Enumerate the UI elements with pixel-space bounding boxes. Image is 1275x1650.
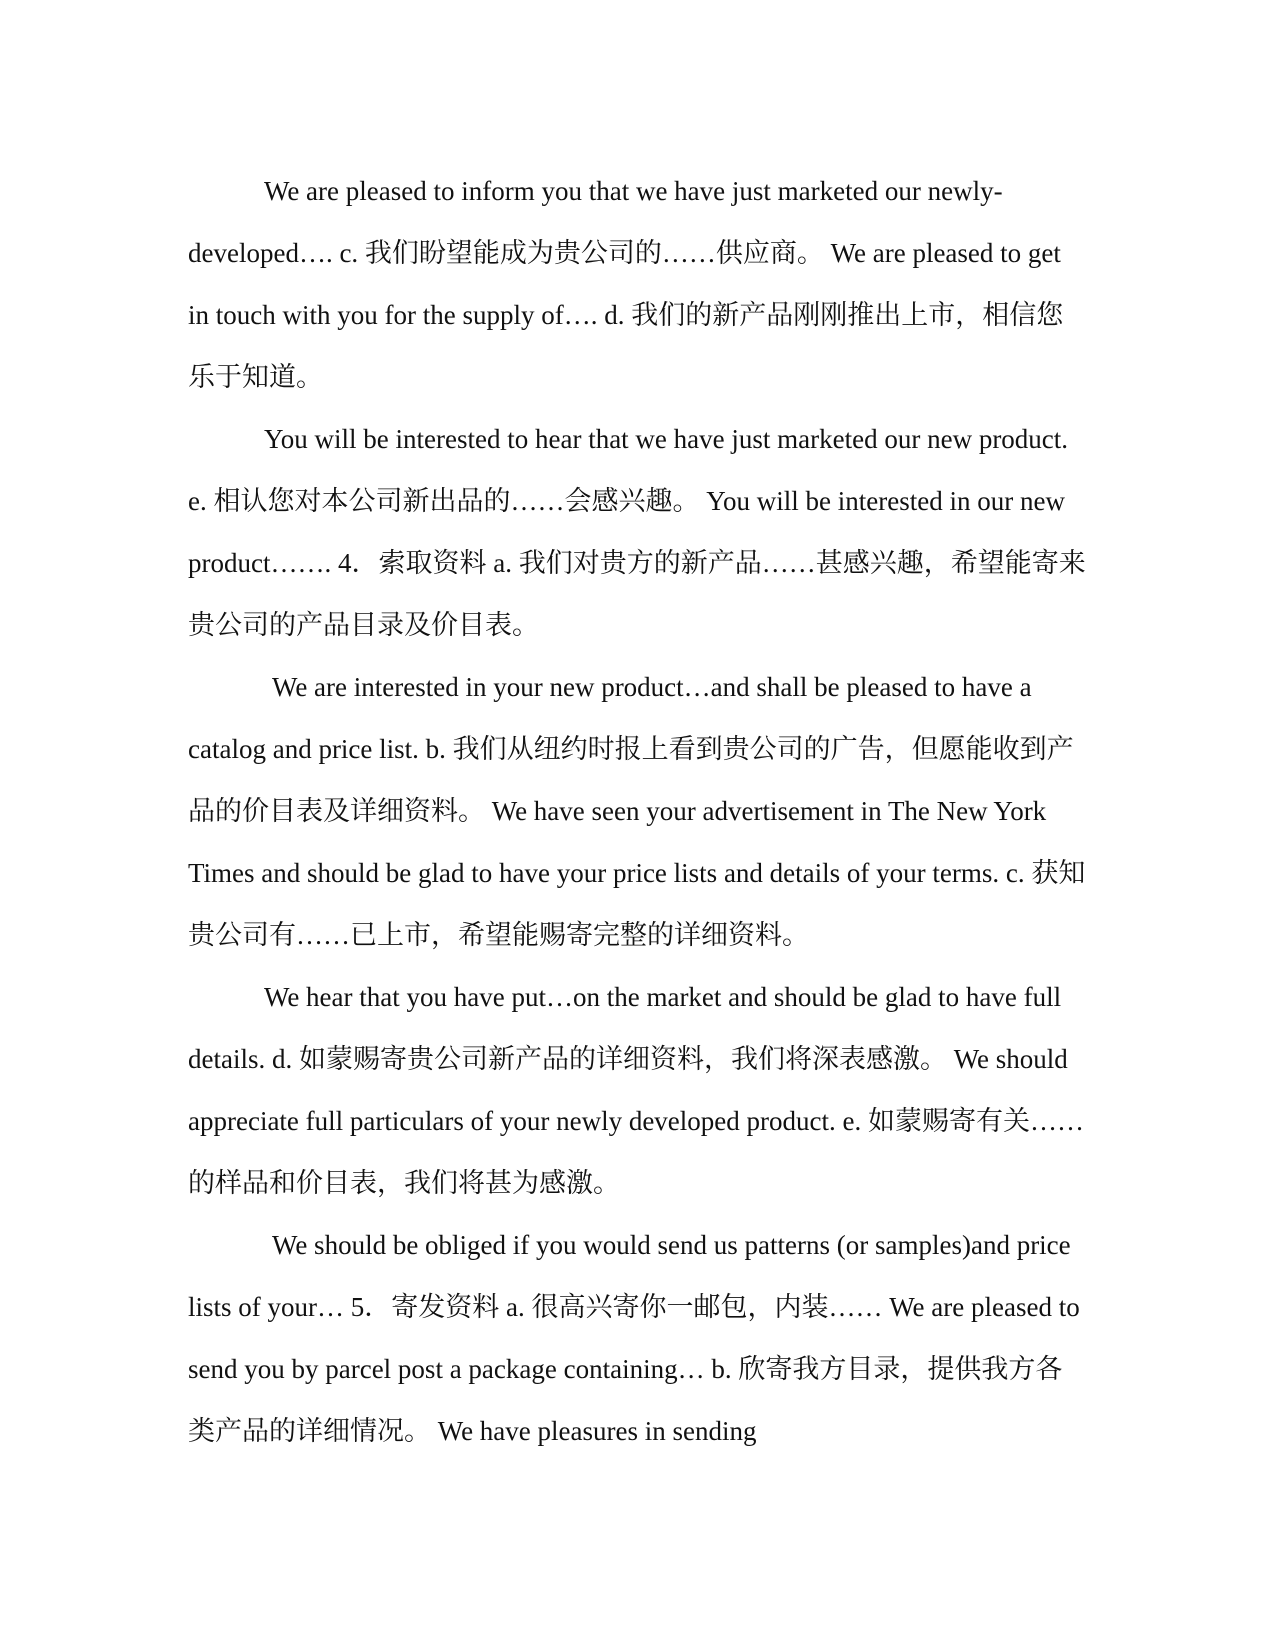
body-text <box>188 160 1088 1462</box>
paragraph-3: We are interested in your new product…and shall be pleased to have a catalog and price list. b. 我们从纽约时报上看到贵公司的广告，但愿能收到产品的价目表及详细资料。 We have seen your advertisement in The New York Times and should be glad to have your price lists and details of your terms. c. 获知贵公司有……已上市，希望能赐寄完整的详细资料。 <box>188 672 1086 950</box>
paragraph-2: You will be interested to hear that we have just marketed our new product. e. 相认您对本公司新出品的……会感兴趣。 You will be interested in our new product……. 4．索取资料 a. 我们对贵方的新产品……甚感兴趣，希望能寄来贵公司的产品目录及价目表。 <box>188 424 1086 640</box>
paragraph-4: We hear that you have put…on the market and should be glad to have full details. d. 如蒙赐寄贵公司新产品的详细资料，我们将深表感激。 We should appreciate full particulars of your newly developed product. e. 如蒙赐寄有关……的样品和价目表，我们将甚为感激。 <box>188 982 1084 1198</box>
paragraph-1: We are pleased to inform you that we have just marketed our newly-developed…. c. 我们盼望能成为贵公司的……供应商。 We are pleased to get in touch with you for the supply of…. d. 我们的新产品刚刚推出上市，相信您乐于知道。 <box>188 176 1064 392</box>
paragraph-5: We should be obliged if you would send us patterns (or samples)and price lists of your… 5．寄发资料 a. 很高兴寄你一邮包，内装…… We are pleased to send you by parcel post a package containing… b. 欣寄我方目录，提供我方各类产品的详细情况。 We have pleasures in sending <box>188 1230 1080 1446</box>
